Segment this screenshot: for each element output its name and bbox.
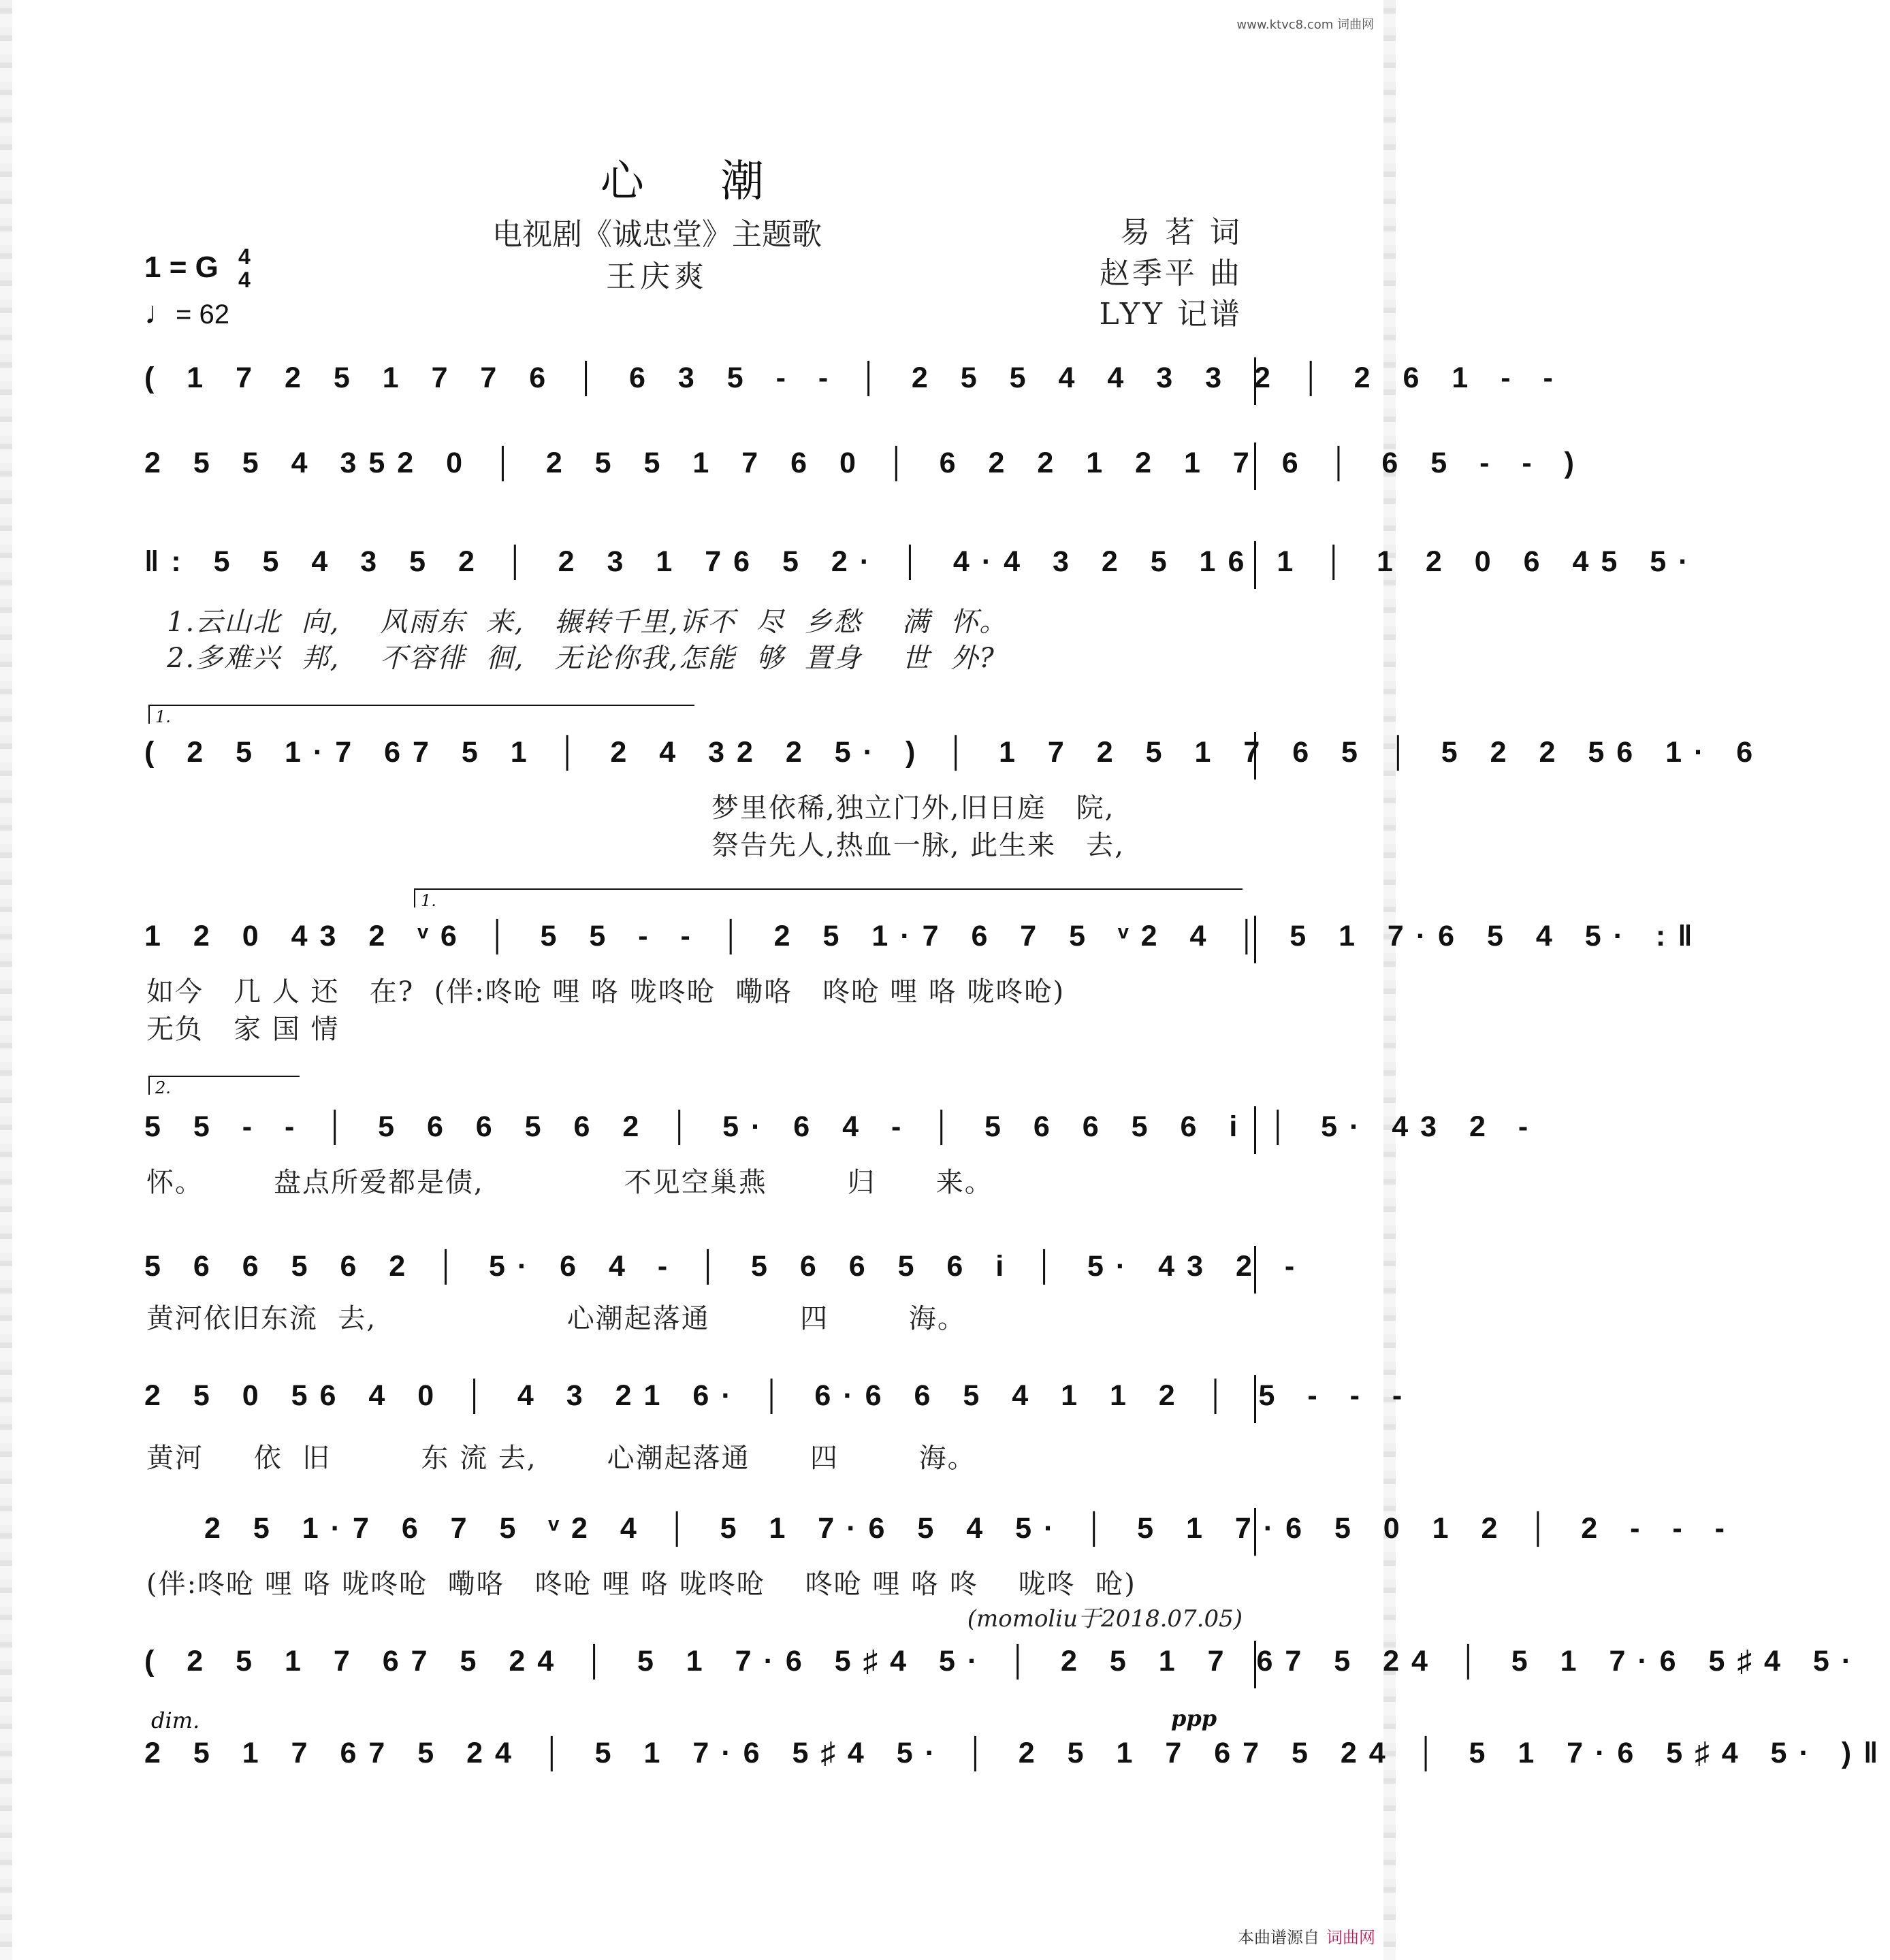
lyric-line7: (伴:咚呛 哩 咯 咙咚呛 嘞咯 咚呛 哩 咯 咙咚呛 咚呛 哩 咯 咚 咙咚 呛) <box>146 1569 1136 1600</box>
staff-system-10 <box>144 1641 1864 1688</box>
notation-line: 2 5 1·7 6 7 5 ᵛ2 4 │ 5 1 7·6 5 4 5· │ 5 1 7·6 5 0 1 2 │ 2 - - - <box>204 1512 1737 1545</box>
staff-system-4 <box>144 732 1765 780</box>
volta-first-ending-interlude <box>148 705 694 724</box>
arranger-credit: LYY 记谱 <box>1099 297 1243 332</box>
staff-system-3 <box>144 541 1701 589</box>
notation-line: 2 5 0 56 4 0 │ 4 3 21 6· │ 6·6 6 5 4 1 1 2 │ 5 - - - <box>144 1379 1415 1412</box>
volta-label: 1. <box>155 707 171 726</box>
lyric-verse2-line2: 祭告先人,热血一脉, 此生来 去, <box>711 830 1125 861</box>
footer-brand: 词曲网 <box>1326 1928 1375 1947</box>
time-signature <box>238 245 251 291</box>
lyric-verse1-line2: 梦里依稀,独立门外,旧日庭 院, <box>711 792 1115 824</box>
lyric-line6: 黄河 依 旧 东 流 去, 心潮起落通 四 海。 <box>146 1443 976 1474</box>
watermark: www.ktvc8.com 词曲网 <box>1236 18 1374 32</box>
time-signature-bottom: 4 <box>238 268 251 292</box>
staff-system-8 <box>144 1375 1415 1423</box>
subtitle: 电视剧《诚忠堂》主题歌 <box>492 217 822 252</box>
notation-line: ( 2 5 1·7 67 5 1 │ 2 4 32 2 5· ) │ 1 7 2 5 1 7 6 5 │ 5 2 2 56 1· 6 <box>144 736 1765 769</box>
staff-system-2 <box>144 443 1586 490</box>
lyric-verse1-line3: 如今 几 人 还 在? (伴:咚呛 哩 咯 咙咚呛 嘞咯 咚呛 哩 咯 咙咚呛) <box>146 976 1066 1008</box>
notation-line: 2 5 5 4 352 0 │ 2 5 5 1 7 6 0 │ 6 2 2 1 2 1 7 6 │ 6 5 - - ) <box>144 447 1586 479</box>
footer-source <box>1238 1924 1375 1948</box>
tempo-marking <box>144 294 229 331</box>
volta-second-ending <box>148 1076 300 1095</box>
lyric-verse2-line1: 2.多难兴 邦, 不容徘 徊, 无论你我,怎能 够 置身 世 外? <box>167 643 995 674</box>
staff-system-11 <box>144 1733 1890 1780</box>
transcriber-signature: (momoliu于2018.07.05) <box>967 1605 1243 1633</box>
lyricist-credit: 易 茗 词 <box>1120 215 1243 250</box>
singer: 王庆爽 <box>606 259 708 294</box>
volta-label: 1. <box>421 891 436 910</box>
staff-system-9 <box>204 1508 1737 1556</box>
volta-first-ending <box>414 888 1243 910</box>
staff-system-1 <box>144 357 1565 405</box>
staff-system-5 <box>144 916 1705 963</box>
dynamic-dim: dim. <box>151 1707 200 1733</box>
tempo-value: = 62 <box>176 300 229 330</box>
time-signature-top: 4 <box>238 244 251 269</box>
notation-line: ‖: 5 5 4 3 5 2 │ 2 3 1 76 5 2· │ 4·4 3 2 5 16 1 │ 1 2 0 6 45 5· <box>144 545 1701 578</box>
footer-source-text: 本曲谱源自 <box>1238 1928 1319 1947</box>
notation-line: ( 2 5 1 7 67 5 24 │ 5 1 7·6 5♯4 5· │ 2 5 1 7 67 5 24 │ 5 1 7·6 5♯4 5· <box>144 1645 1864 1677</box>
dynamic-ppp: ppp <box>1171 1705 1217 1731</box>
lyric-verse1-line1: 1.云山北 向, 风雨东 来, 辗转千里,诉不 尽 乡愁 满 怀。 <box>167 607 1008 638</box>
key-signature: 1 = G <box>144 251 219 284</box>
lyric-verse2-line3: 无负 家 国 情 <box>146 1014 340 1045</box>
lyric-line5: 黄河依旧东流 去, 心潮起落通 四 海。 <box>146 1303 966 1334</box>
quarter-note-icon: ♩ <box>144 295 176 330</box>
notation-line: 5 6 6 5 6 2 │ 5· 6 4 - │ 5 6 6 5 6 i │ 5· 43 2 - <box>144 1250 1307 1283</box>
staff-system-7 <box>144 1246 1307 1294</box>
notation-line: 1 2 0 43 2 ᵛ6 │ 5 5 - - │ 2 5 1·7 6 7 5 ᵛ2 4 │ 5 1 7·6 5 4 5· :‖ <box>144 920 1705 952</box>
notation-line: 5 5 - - │ 5 6 6 5 6 2 │ 5· 6 4 - │ 5 6 6 5 6 i │ 5· 43 2 - <box>144 1110 1541 1143</box>
left-border-strip <box>0 0 12 1960</box>
composer-credit: 赵季平 曲 <box>1100 256 1243 291</box>
lyric-line4: 怀。 盘点所爱都是债, 不见空巢燕 归 来。 <box>146 1167 993 1198</box>
notation-line: ( 1 7 2 5 1 7 7 6 │ 6 3 5 - - │ 2 5 5 4 4 3 3 2 │ 2 6 1 - - <box>144 362 1565 394</box>
volta-label: 2. <box>155 1078 171 1097</box>
notation-line: 2 5 1 7 67 5 24 │ 5 1 7·6 5♯4 5· │ 2 5 1 7 67 5 24 │ 5 1 7·6 5♯4 5· )‖ <box>144 1737 1890 1769</box>
staff-system-6 <box>144 1106 1541 1154</box>
song-title: 心 潮 <box>600 157 796 207</box>
